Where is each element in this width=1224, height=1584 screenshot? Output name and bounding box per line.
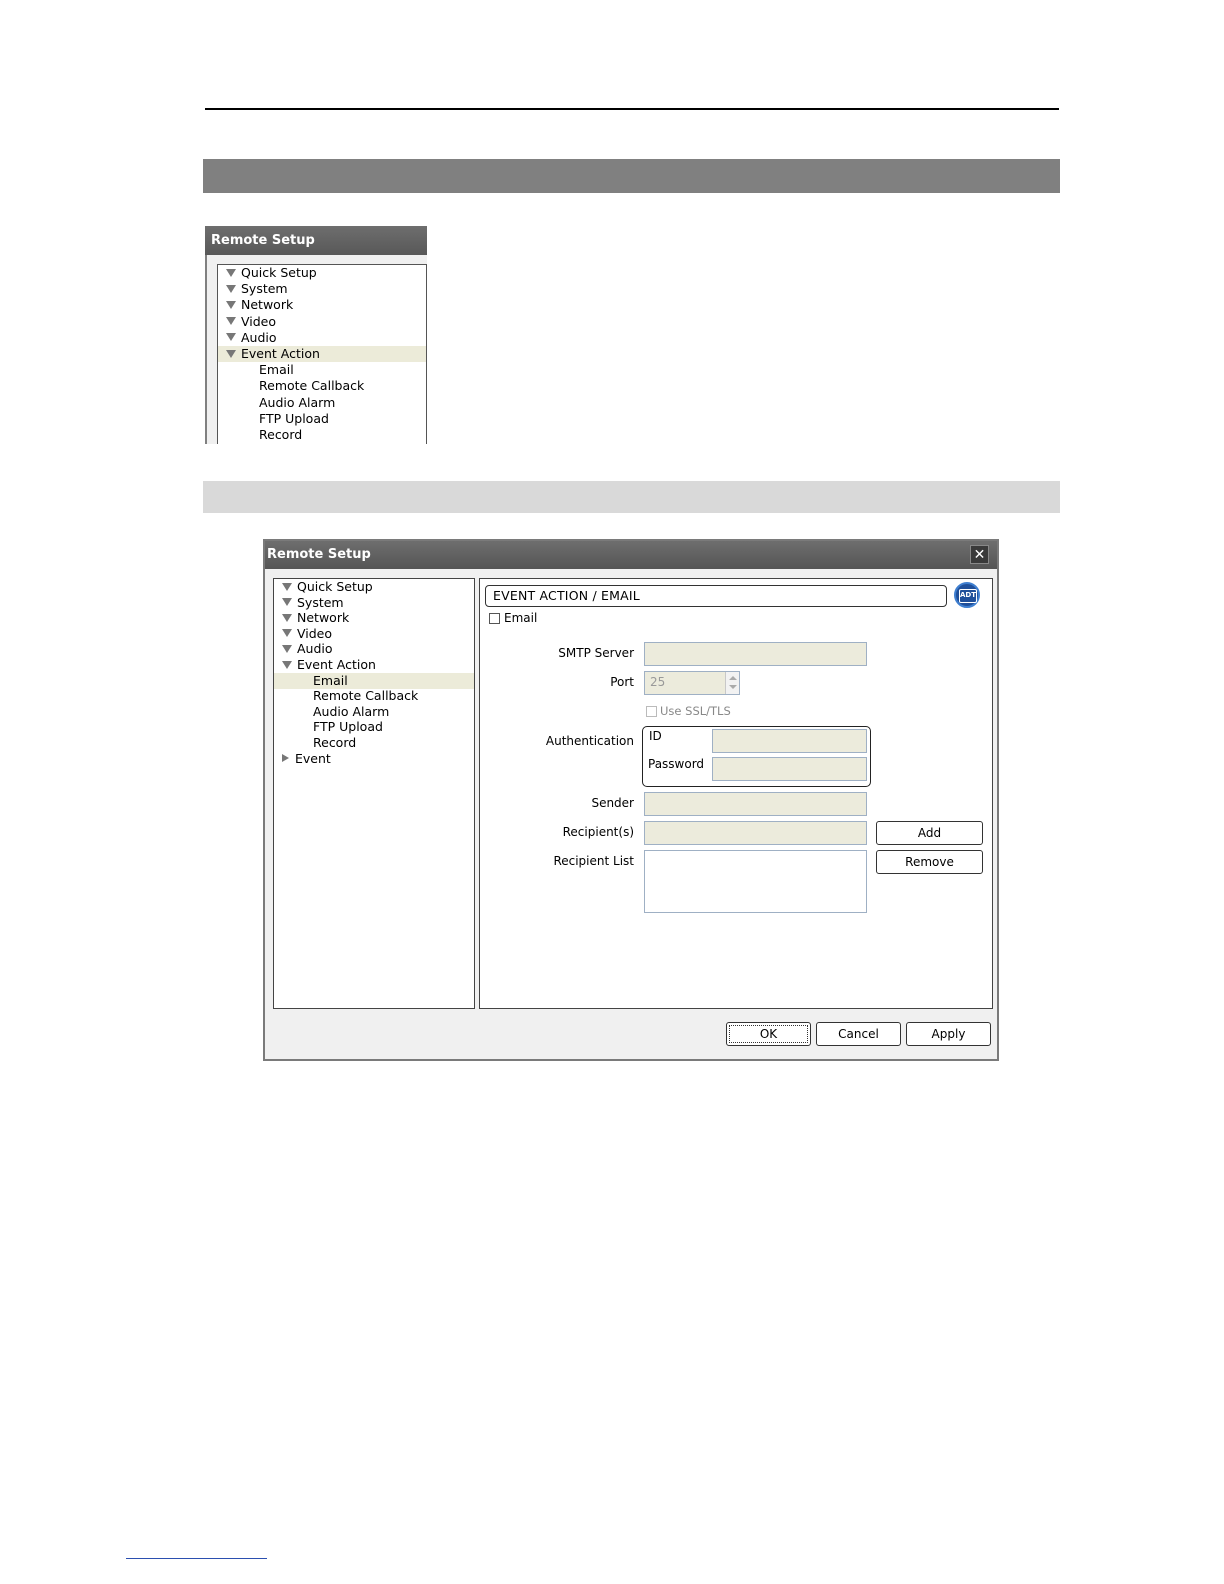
tree-item-ftp-upload[interactable]	[218, 411, 426, 427]
collapse-arrow-icon[interactable]	[282, 583, 292, 591]
email-settings-panel	[479, 578, 993, 1009]
tree-item-ftp-upload[interactable]	[274, 719, 474, 735]
tree-item-record[interactable]	[274, 735, 474, 751]
tree-item-label: FTP Upload	[259, 410, 329, 426]
logo-text: ADT	[959, 589, 977, 603]
collapse-arrow-icon[interactable]	[282, 598, 292, 606]
tree-item-label: Record	[259, 427, 303, 442]
sender-input[interactable]	[644, 792, 867, 816]
dialog-tree	[273, 578, 475, 1009]
password-input[interactable]	[712, 757, 867, 781]
panel-header: EVENT ACTION / EMAIL	[485, 585, 947, 607]
recipients-input[interactable]	[644, 821, 867, 845]
recipient-list-label: Recipient List	[553, 854, 634, 868]
snippet-title: Remote Setup	[205, 226, 427, 255]
remote-setup-dialog	[263, 539, 999, 1061]
tree-item-event-action[interactable]	[274, 657, 474, 673]
spin-up-icon[interactable]	[729, 676, 737, 680]
smtp-server-label: SMTP Server	[558, 646, 634, 660]
tree-item-label: Audio Alarm	[259, 394, 336, 410]
tree-item-label: Network	[241, 297, 294, 313]
tree-item-video[interactable]	[274, 626, 474, 642]
tree-item-remote-callback[interactable]	[274, 688, 474, 704]
snippet-tree	[217, 264, 427, 444]
tree-item-label: Audio	[241, 329, 277, 345]
tree-item-remote-callback[interactable]	[218, 378, 426, 394]
tree-item-label: System	[241, 281, 288, 297]
spin-down-icon[interactable]	[729, 685, 737, 689]
tree-item-label: Network	[297, 610, 350, 626]
tree-item-email[interactable]	[218, 362, 426, 378]
dialog-title: Remote Setup	[265, 541, 997, 569]
tree-item-label: Record	[313, 735, 357, 750]
close-icon[interactable]: ✕	[970, 545, 989, 564]
cancel-button[interactable]: Cancel	[816, 1022, 901, 1046]
tree-item-label: Audio	[297, 641, 333, 657]
tree-item-record[interactable]	[218, 427, 426, 443]
id-label: ID	[649, 729, 662, 743]
tree-item-label: Email	[313, 672, 348, 688]
password-label: Password	[648, 757, 705, 771]
tree-item-label: Video	[241, 313, 277, 329]
tree-item-label: Quick Setup	[241, 265, 317, 280]
authentication-label: Authentication	[545, 734, 634, 748]
collapse-arrow-icon[interactable]	[282, 661, 292, 669]
tree-item-label: Event	[295, 750, 331, 766]
collapse-arrow-icon[interactable]	[226, 317, 236, 325]
tree-item-email[interactable]	[274, 673, 474, 689]
collapse-arrow-icon[interactable]	[282, 629, 292, 637]
apply-button[interactable]: Apply	[906, 1022, 991, 1046]
section-band-light	[203, 481, 1060, 513]
collapse-arrow-icon[interactable]	[226, 350, 236, 358]
tree-item-event[interactable]	[274, 751, 474, 767]
tree-item-label: Email	[259, 362, 294, 378]
footnote-line	[126, 1558, 267, 1559]
tree-item-label: Event Action	[297, 657, 376, 672]
tree-item-label: System	[297, 594, 344, 610]
tree-item-label: Remote Callback	[259, 378, 365, 394]
tree-item-system[interactable]	[274, 595, 474, 611]
tree-item-event-action[interactable]	[218, 346, 426, 362]
recipient-list[interactable]	[644, 850, 867, 913]
email-checkbox-label: Email	[504, 611, 538, 625]
ssl-label: Use SSL/TLS	[660, 704, 731, 718]
id-input[interactable]	[712, 729, 867, 753]
tree-item-label: Video	[297, 625, 333, 641]
collapse-arrow-icon[interactable]	[226, 285, 236, 293]
remove-button[interactable]: Remove	[876, 850, 983, 874]
tree-item-label: FTP Upload	[313, 719, 383, 735]
email-checkbox[interactable]	[489, 613, 500, 624]
adt-logo-icon	[954, 582, 980, 608]
port-label: Port	[610, 675, 634, 689]
ssl-checkbox[interactable]	[646, 706, 657, 717]
tree-item-audio[interactable]	[274, 641, 474, 657]
tree-item-audio[interactable]	[218, 330, 426, 346]
tree-item-label: Event Action	[241, 346, 320, 361]
tree-item-quick-setup[interactable]	[218, 265, 426, 281]
sender-label: Sender	[591, 796, 634, 810]
collapse-arrow-icon[interactable]	[226, 269, 236, 277]
tree-item-system[interactable]	[218, 281, 426, 297]
section-band-dark	[203, 159, 1060, 193]
tree-item-network[interactable]	[274, 610, 474, 626]
collapse-arrow-icon[interactable]	[282, 614, 292, 622]
tree-item-audio-alarm[interactable]	[218, 395, 426, 411]
top-rule	[205, 108, 1059, 110]
collapse-arrow-icon[interactable]	[226, 333, 236, 341]
tree-item-audio-alarm[interactable]	[274, 704, 474, 720]
port-spinner[interactable]	[725, 672, 739, 694]
tree-item-video[interactable]	[218, 314, 426, 330]
tree-item-label: Remote Callback	[313, 688, 419, 704]
add-button[interactable]: Add	[876, 821, 983, 845]
tree-item-quick-setup[interactable]	[274, 579, 474, 595]
ok-button[interactable]: OK	[726, 1022, 811, 1046]
collapse-arrow-icon[interactable]	[226, 301, 236, 309]
expand-arrow-icon[interactable]	[282, 754, 289, 762]
remote-setup-snippet	[205, 226, 427, 444]
tree-item-label: Quick Setup	[297, 579, 373, 594]
tree-item-label: Audio Alarm	[313, 703, 390, 719]
recipients-label: Recipient(s)	[562, 825, 634, 839]
tree-item-network[interactable]	[218, 297, 426, 313]
smtp-server-input[interactable]	[644, 642, 867, 666]
port-input[interactable]: 25	[644, 671, 740, 695]
collapse-arrow-icon[interactable]	[282, 645, 292, 653]
